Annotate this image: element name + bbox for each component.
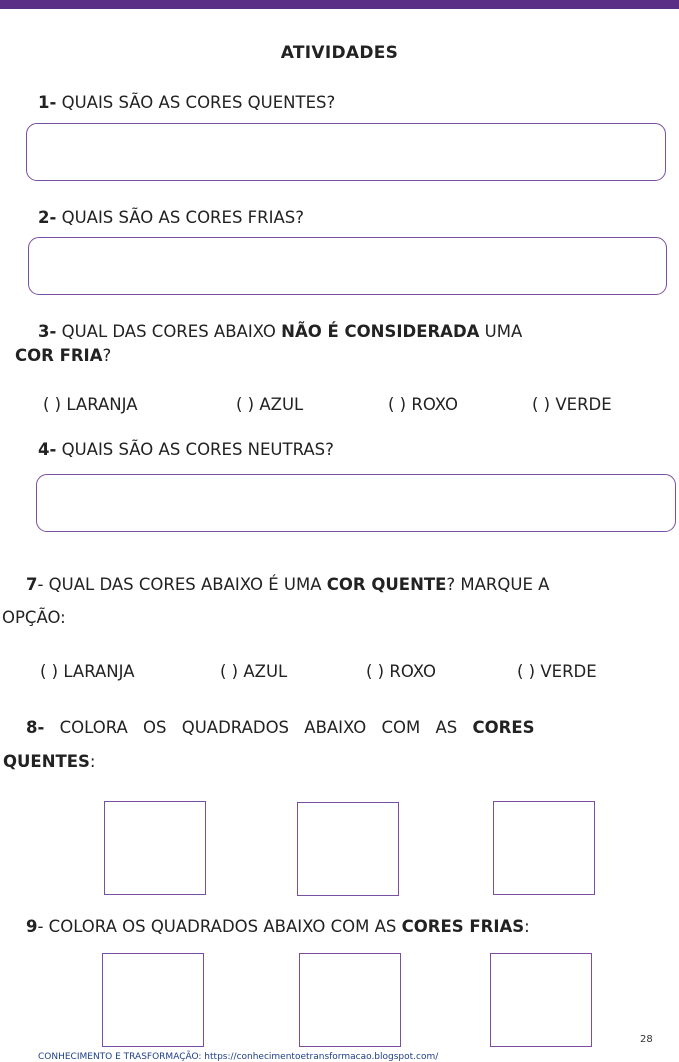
q7-option-azul[interactable]: ( ) AZUL — [220, 662, 288, 681]
question-9-bold-a: CORES FRIAS — [401, 917, 525, 936]
question-7-text-b: ? MARQUE A — [446, 575, 550, 594]
question-4 — [38, 440, 334, 459]
q7-option-roxo[interactable]: ( ) ROXO — [366, 662, 436, 681]
question-3-bold-b: COR FRIA — [15, 346, 103, 365]
question-9-text-a: - COLORA OS QUADRADOS ABAIXO COM AS — [37, 917, 402, 936]
question-3-line-2 — [15, 346, 111, 365]
color-square-warm-2[interactable] — [297, 802, 399, 896]
question-8-text-a: COLORA OS QUADRADOS ABAIXO COM AS — [59, 718, 473, 737]
color-square-warm-1[interactable] — [104, 801, 206, 895]
question-3-text-c: ? — [102, 346, 112, 365]
question-8-number: 8- — [26, 718, 45, 737]
answer-box-4[interactable] — [36, 474, 676, 532]
page-number: 28 — [640, 1034, 653, 1045]
question-9-text-b: : — [524, 917, 530, 936]
question-7-line-2: OPÇÃO: — [2, 608, 66, 627]
question-2-number: 2- — [38, 208, 57, 227]
footer-credit: CONHECIMENTO E TRASFORMAÇÃO: https://conhecimentoetransformacao.blogspot.com/ — [38, 1052, 439, 1062]
color-square-cold-2[interactable] — [299, 953, 401, 1047]
question-4-number: 4- — [38, 440, 57, 459]
q7-option-laranja[interactable]: ( ) LARANJA — [40, 662, 135, 681]
question-2 — [38, 208, 304, 227]
color-square-cold-3[interactable] — [490, 953, 592, 1047]
question-3-bold-a: NÃO É CONSIDERADA — [281, 322, 480, 341]
question-8-line-1 — [26, 718, 535, 737]
question-8-bold-a: CORES — [472, 718, 535, 737]
question-9 — [26, 917, 530, 936]
answer-box-2[interactable] — [28, 237, 667, 295]
question-7-bold-a: COR QUENTE — [326, 575, 447, 594]
question-1 — [38, 93, 335, 112]
question-8-text-b: : — [89, 752, 96, 771]
q7-option-verde[interactable]: ( ) VERDE — [517, 662, 597, 681]
question-9-number: 9 — [26, 917, 38, 936]
page-title: ATIVIDADES — [280, 43, 399, 63]
q3-option-verde[interactable]: ( ) VERDE — [532, 395, 612, 414]
answer-box-1[interactable] — [26, 123, 666, 181]
top-banner-bar — [0, 0, 679, 9]
color-square-cold-1[interactable] — [102, 953, 204, 1047]
question-8-line-2 — [3, 752, 95, 771]
question-8-bold-b: QUENTES — [3, 752, 90, 771]
question-3-line-1 — [38, 322, 522, 341]
question-4-text: QUAIS SÃO AS CORES NEUTRAS? — [61, 440, 334, 459]
question-2-text: QUAIS SÃO AS CORES FRIAS? — [61, 208, 305, 227]
question-1-number: 1- — [38, 93, 57, 112]
question-7-number: 7 — [26, 575, 38, 594]
question-7-text-a: - QUAL DAS CORES ABAIXO É UMA — [37, 575, 327, 594]
q3-option-laranja[interactable]: ( ) LARANJA — [43, 395, 138, 414]
q3-option-roxo[interactable]: ( ) ROXO — [388, 395, 458, 414]
question-3-text-b: UMA — [479, 322, 523, 341]
q3-option-azul[interactable]: ( ) AZUL — [236, 395, 304, 414]
question-7-line-1 — [26, 575, 549, 594]
question-3-number: 3- — [38, 322, 57, 341]
color-square-warm-3[interactable] — [493, 801, 595, 895]
question-3-text-a: QUAL DAS CORES ABAIXO — [61, 322, 282, 341]
question-1-text: QUAIS SÃO AS CORES QUENTES? — [61, 93, 336, 112]
